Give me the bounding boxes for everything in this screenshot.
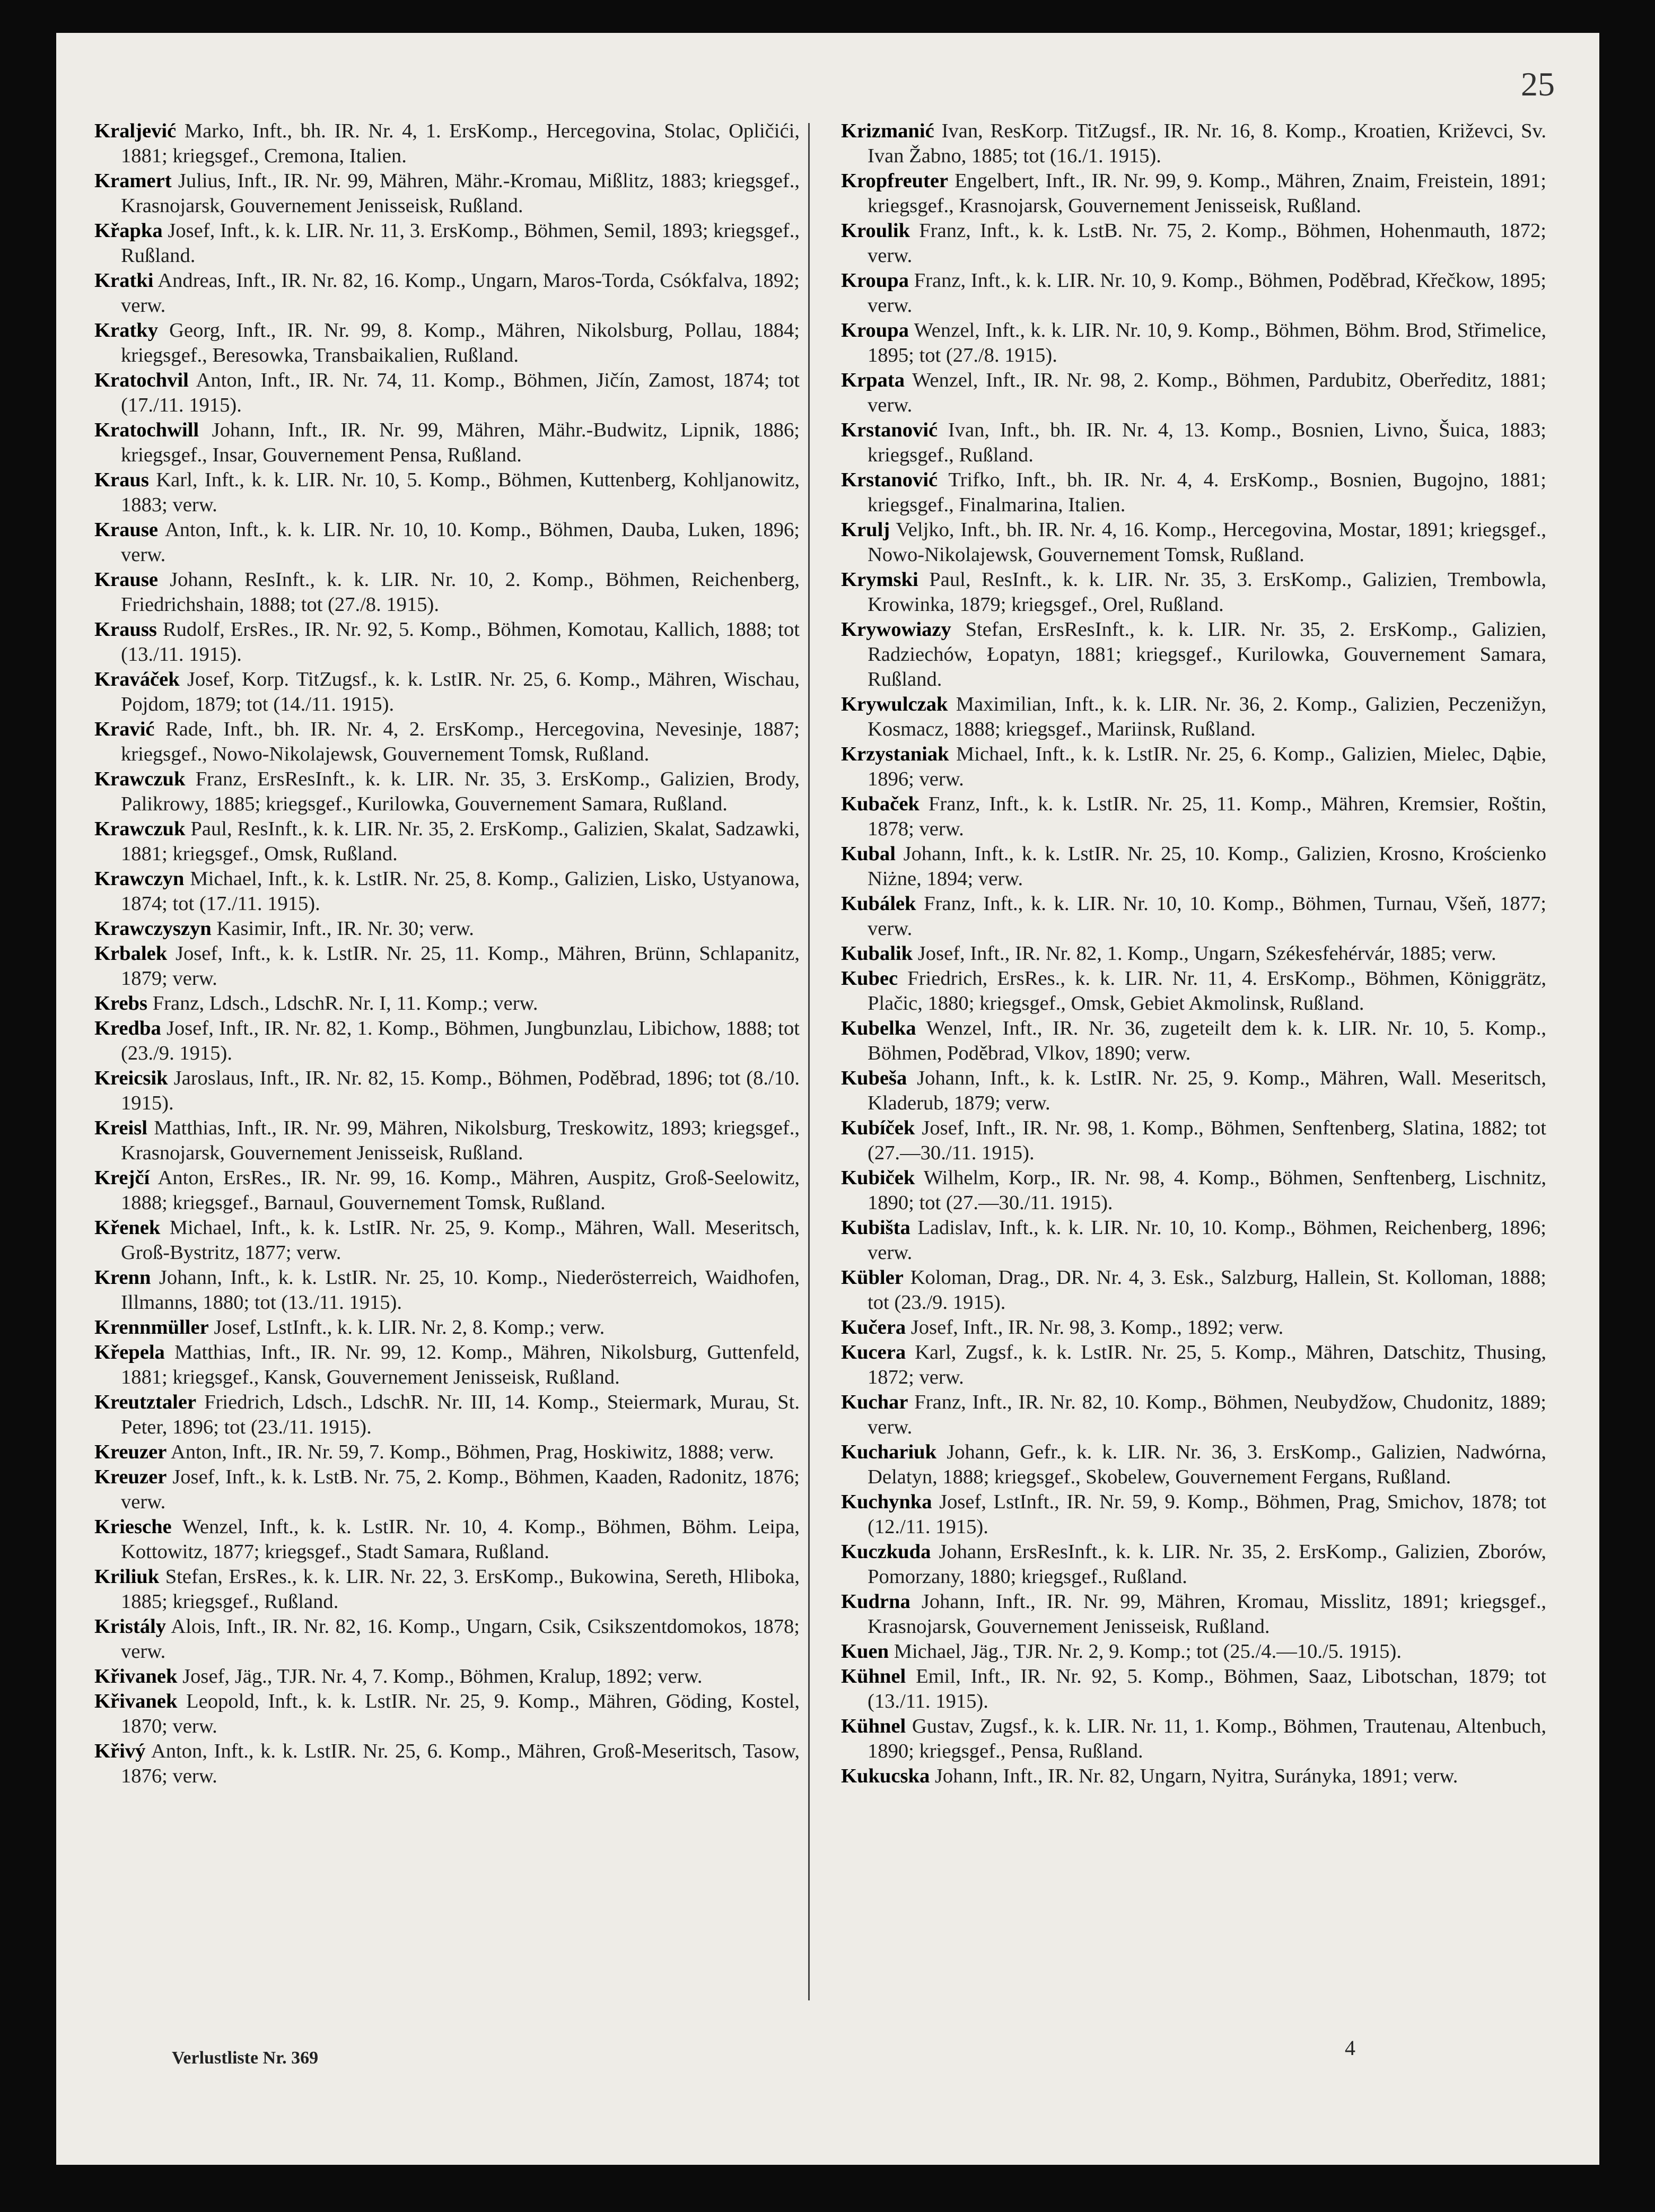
list-entry: [94, 468, 800, 518]
list-entry: [94, 1664, 800, 1689]
list-entry: [94, 1390, 800, 1440]
entry-details: Anton, Inft., IR. Nr. 59, 7. Komp., Böhmen, Prag, Hoskiwitz, 1888; verw.: [170, 1441, 774, 1463]
list-entry: [841, 1315, 1546, 1340]
entry-surname: Kubišta: [841, 1217, 910, 1239]
entry-details: Ivan, ResKorp. TitZugsf., IR. Nr. 16, 8. Komp., Kroatien, Križevci, Sv. Ivan Žabno, 1885; tot (16./1. 1915).: [868, 120, 1546, 167]
entry-details: Wenzel, Inft., k. k. LstIR. Nr. 10, 4. Komp., Böhmen, Böhm. Leipa, Kottowitz, 1877; kriegsgef., Stadt Samara, Rußland.: [121, 1516, 800, 1563]
list-entry: [94, 1465, 800, 1515]
entry-surname: Krbalek: [94, 942, 168, 965]
entry-surname: Krpata: [841, 369, 905, 391]
entry-details: Johann, ResInft., k. k. LIR. Nr. 10, 2. Komp., Böhmen, Reichenberg, Friedrichshain, 1888; tot (27./8. 1915).: [121, 569, 800, 616]
entry-details: Gustav, Zugsf., k. k. LIR. Nr. 11, 1. Komp., Böhmen, Trautenau, Altenbuch, 1890; kriegsgef., Pensa, Rußland.: [868, 1715, 1546, 1762]
entry-surname: Kropfreuter: [841, 170, 949, 192]
list-entry: [841, 1664, 1546, 1714]
entry-surname: Kroupa: [841, 319, 909, 342]
entry-details: Anton, Inft., IR. Nr. 74, 11. Komp., Böhmen, Jičín, Zamost, 1874; tot (17./11. 1915).: [121, 369, 800, 416]
list-entry: [94, 617, 800, 667]
entry-surname: Kratky: [94, 319, 159, 342]
entry-surname: Krzystaniak: [841, 743, 949, 765]
entry-details: Franz, Inft., k. k. LstB. Nr. 75, 2. Komp., Böhmen, Hohenmauth, 1872; verw.: [868, 220, 1546, 267]
entry-details: Josef, Inft., IR. Nr. 98, 1. Komp., Böhmen, Senftenberg, Slatina, 1882; tot (27.—30./11. 1915).: [868, 1117, 1546, 1164]
entry-surname: Kucera: [841, 1341, 906, 1363]
entry-details: Josef, Korp. TitZugsf., k. k. LstIR. Nr. 25, 6. Komp., Mähren, Wischau, Pojdom, 1879; tot (14./11. 1915).: [121, 668, 800, 715]
entry-surname: Krenn: [94, 1266, 151, 1289]
entry-details: Marko, Inft., bh. IR. Nr. 4, 1. ErsKomp., Hercegovina, Stolac, Opličići, 1881; kriegsgef., Cremona, Italien.: [121, 120, 800, 167]
entry-surname: Kredba: [94, 1017, 161, 1039]
entry-surname: Kraljević: [94, 120, 177, 142]
entry-details: Johann, Inft., k. k. LstIR. Nr. 25, 9. Komp., Mähren, Wall. Meseritsch, Kladerub, 1879; verw.: [868, 1067, 1546, 1114]
entry-details: Josef, LstInft., IR. Nr. 59, 9. Komp., Böhmen, Prag, Smichov, 1878; tot (12./11. 1915).: [868, 1491, 1546, 1538]
entry-details: Engelbert, Inft., IR. Nr. 99, 9. Komp., Mähren, Znaim, Freistein, 1891; kriegsgef., Krasnojarsk, Gouvernement Jenisseisk, Rußland.: [868, 170, 1546, 217]
entry-surname: Kraus: [94, 469, 149, 491]
entry-details: Kasimir, Inft., IR. Nr. 30; verw.: [216, 917, 474, 940]
entry-surname: Krennmüller: [94, 1316, 209, 1339]
entry-surname: Kriliuk: [94, 1566, 160, 1588]
entry-details: Paul, ResInft., k. k. LIR. Nr. 35, 3. ErsKomp., Galizien, Trembowla, Krowinka, 1879; kriegsgef., Orel, Rußland.: [868, 569, 1546, 616]
list-entry: [94, 1689, 800, 1739]
list-entry: [94, 1066, 800, 1116]
entry-details: Rade, Inft., bh. IR. Nr. 4, 2. ErsKomp., Hercegovina, Nevesinje, 1887; kriegsgef., Nowo-Nikolajewsk, Gouvernement Tomsk, Rußland.: [121, 718, 800, 765]
entry-details: Matthias, Inft., IR. Nr. 99, 12. Komp., Mähren, Nikolsburg, Guttenfeld, 1881; kriegsgef., Kansk, Gouvernement Jenisseisk, Rußland.: [121, 1341, 800, 1388]
entry-details: Josef, Inft., k. k. LstIR. Nr. 25, 11. Komp., Mähren, Brünn, Schlapanitz, 1879; verw.: [121, 942, 800, 990]
list-entry: [841, 941, 1546, 966]
entry-details: Franz, Inft., IR. Nr. 82, 10. Komp., Böhmen, Neubydžow, Chudonitz, 1889; verw.: [868, 1391, 1546, 1438]
entry-surname: Kubal: [841, 843, 896, 865]
entry-surname: Krizmanić: [841, 120, 934, 142]
entry-details: Michael, Jäg., TJR. Nr. 2, 9. Komp.; tot (25./4.—10./5. 1915).: [894, 1640, 1402, 1663]
entry-surname: Kratki: [94, 269, 154, 292]
list-entry: [94, 667, 800, 717]
entry-details: Josef, Inft., IR. Nr. 98, 3. Komp., 1892; verw.: [910, 1316, 1284, 1339]
list-entry: [94, 1216, 800, 1265]
entry-details: Josef, LstInft., k. k. LIR. Nr. 2, 8. Komp.; verw.: [214, 1316, 605, 1339]
list-entry: [94, 318, 800, 368]
list-entry: [841, 1764, 1546, 1789]
entry-surname: Kubelka: [841, 1017, 916, 1039]
list-entry: [841, 1714, 1546, 1764]
entry-surname: Křenek: [94, 1217, 161, 1239]
list-entry: [841, 792, 1546, 842]
list-entry: [841, 1340, 1546, 1390]
list-entry: [94, 1116, 800, 1166]
entry-surname: Krywulczak: [841, 693, 948, 715]
list-entry: [94, 268, 800, 318]
list-entry: [841, 567, 1546, 617]
entry-details: Michael, Inft., k. k. LstIR. Nr. 25, 8. Komp., Galizien, Lisko, Ustyanowa, 1874; tot (17./11. 1915).: [121, 868, 800, 915]
entry-details: Josef, Inft., k. k. LstB. Nr. 75, 2. Komp., Böhmen, Kaaden, Radonitz, 1876; verw.: [121, 1466, 800, 1513]
list-entry: [841, 468, 1546, 518]
list-entry: [94, 1166, 800, 1216]
entry-surname: Kreicsik: [94, 1067, 168, 1089]
list-entry: [841, 891, 1546, 941]
entry-surname: Kübler: [841, 1266, 904, 1289]
list-entry: [94, 567, 800, 617]
entry-details: Franz, Inft., k. k. LIR. Nr. 10, 10. Komp., Böhmen, Turnau, Všeň, 1877; verw.: [868, 893, 1546, 940]
entry-surname: Křivý: [94, 1740, 146, 1762]
list-entry: [94, 119, 800, 169]
entry-surname: Kühnel: [841, 1715, 906, 1737]
entry-surname: Kubaček: [841, 793, 920, 815]
entry-details: Johann, Inft., IR. Nr. 99, Mähren, Kromau, Misslitz, 1891; kriegsgef., Krasnojarsk, Gouvernement Jenisseisk, Rußland.: [868, 1590, 1546, 1638]
entry-details: Ladislav, Inft., k. k. LIR. Nr. 10, 10. Komp., Böhmen, Reichenberg, 1896; verw.: [868, 1217, 1546, 1264]
list-entry: [94, 1614, 800, 1664]
entry-surname: Kroulik: [841, 220, 910, 242]
list-entry: [841, 518, 1546, 567]
footer-signature: 4: [1345, 2036, 1355, 2060]
list-entry: [841, 966, 1546, 1016]
entry-surname: Kubec: [841, 967, 898, 990]
list-entry: [841, 418, 1546, 468]
entry-surname: Kučera: [841, 1316, 906, 1339]
list-entry: [94, 1340, 800, 1390]
entry-details: Koloman, Drag., DR. Nr. 4, 3. Esk., Salzburg, Hallein, St. Kolloman, 1888; tot (23./9. 1915).: [868, 1266, 1546, 1314]
entry-details: Michael, Inft., k. k. LstIR. Nr. 25, 6. Komp., Galizien, Mielec, Dąbie, 1896; verw.: [868, 743, 1546, 790]
entry-details: Michael, Inft., k. k. LstIR. Nr. 25, 9. Komp., Mähren, Wall. Meseritsch, Groß-Bystritz, 1877; verw.: [121, 1217, 800, 1264]
entry-details: Emil, Inft., IR. Nr. 92, 5. Komp., Böhmen, Saaz, Libotschan, 1879; tot (13./11. 1915).: [868, 1665, 1546, 1712]
entry-details: Rudolf, ErsRes., IR. Nr. 92, 5. Komp., Böhmen, Komotau, Kallich, 1888; tot (13./11. 1915).: [121, 618, 800, 666]
left-column: [94, 119, 800, 1789]
entry-surname: Krawczuk: [94, 768, 186, 790]
entry-details: Johann, ErsResInft., k. k. LIR. Nr. 35, 2. ErsKomp., Galizien, Zborów, Pomorzany, 1880; kriegsgef., Rußland.: [868, 1541, 1546, 1588]
entry-surname: Kukucska: [841, 1765, 930, 1787]
entry-surname: Kristály: [94, 1615, 167, 1638]
entry-details: Stefan, ErsResInft., k. k. LIR. Nr. 35, 2. ErsKomp., Galizien, Radziechów, Łopatyn, 1881; kriegsgef., Kurilowka, Gouvernement Samara, Rußland.: [868, 618, 1546, 690]
list-entry: [841, 842, 1546, 891]
entry-details: Josef, Inft., IR. Nr. 82, 1. Komp., Böhmen, Jungbunzlau, Libichow, 1888; tot (23./9. 1915).: [121, 1017, 800, 1064]
list-entry: [94, 418, 800, 468]
entry-surname: Kuchynka: [841, 1491, 932, 1513]
entry-surname: Křapka: [94, 220, 163, 242]
entry-surname: Kühnel: [841, 1665, 906, 1688]
list-entry: [841, 1440, 1546, 1490]
entry-surname: Kuen: [841, 1640, 889, 1663]
entry-details: Johann, Inft., k. k. LstIR. Nr. 25, 10. Komp., Galizien, Krosno, Krościenko Niżne, 1894; verw.: [868, 843, 1546, 890]
entry-details: Julius, Inft., IR. Nr. 99, Mähren, Mähr.-Kromau, Mißlitz, 1883; kriegsgef., Krasnojarsk, Gouvernement Jenisseisk, Rußland.: [121, 170, 800, 217]
entry-surname: Krause: [94, 519, 159, 541]
entry-surname: Krstanović: [841, 469, 938, 491]
list-entry: [94, 1265, 800, 1315]
entry-details: Georg, Inft., IR. Nr. 99, 8. Komp., Mähren, Nikolsburg, Pollau, 1884; kriegsgef., Beresowka, Transbaikalien, Rußland.: [121, 319, 800, 366]
entry-surname: Křepela: [94, 1341, 165, 1363]
entry-surname: Kreutztaler: [94, 1391, 197, 1413]
entry-details: Wenzel, Inft., k. k. LIR. Nr. 10, 9. Komp., Böhmen, Böhm. Brod, Střimelice, 1895; tot (27./8. 1915).: [868, 319, 1546, 366]
entry-surname: Krebs: [94, 992, 148, 1015]
list-entry: [841, 742, 1546, 792]
list-entry: [841, 692, 1546, 742]
list-entry: [841, 1216, 1546, 1265]
entry-details: Trifko, Inft., bh. IR. Nr. 4, 4. ErsKomp., Bosnien, Bugojno, 1881; kriegsgef., Finalmarina, Italien.: [868, 469, 1547, 516]
entry-surname: Kubeša: [841, 1067, 907, 1089]
list-entry: [841, 1265, 1546, 1315]
entry-details: Josef, Inft., k. k. LIR. Nr. 11, 3. ErsKomp., Böhmen, Semil, 1893; kriegsgef., Rußland.: [121, 220, 800, 267]
list-entry: [94, 169, 800, 218]
entry-surname: Kreisl: [94, 1117, 148, 1139]
entry-surname: Kuchar: [841, 1391, 908, 1413]
entry-details: Anton, ErsRes., IR. Nr. 99, 16. Komp., Mähren, Auspitz, Groß-Seelowitz, 1888; kriegsgef., Barnaul, Gouvernement Tomsk, Rußland.: [121, 1167, 800, 1214]
entry-surname: Krawczyn: [94, 868, 185, 890]
entry-details: Johann, Gefr., k. k. LIR. Nr. 36, 3. ErsKomp., Galizien, Nadwórna, Delatyn, 1888; kriegsgef., Skobelew, Gouvernement Fergans, Rußland.: [868, 1441, 1546, 1488]
list-entry: [841, 318, 1546, 368]
entry-details: Andreas, Inft., IR. Nr. 82, 16. Komp., Ungarn, Maros-Torda, Csókfalva, 1892; verw.: [121, 269, 800, 317]
entry-surname: Kubíček: [841, 1117, 915, 1139]
list-entry: [94, 767, 800, 817]
entry-surname: Kubálek: [841, 893, 916, 915]
entry-details: Franz, ErsResInft., k. k. LIR. Nr. 35, 3. ErsKomp., Galizien, Brody, Palikrowy, 1885; kriegsgef., Kurilowka, Gouvernement Samara, Rußland.: [121, 768, 800, 815]
list-entry: [841, 1490, 1546, 1540]
entry-details: Josef, Inft., IR. Nr. 82, 1. Komp., Ungarn, Székesfehérvár, 1885; verw.: [917, 942, 1496, 965]
entry-surname: Krulj: [841, 519, 890, 541]
entry-details: Anton, Inft., k. k. LstIR. Nr. 25, 6. Komp., Mähren, Groß-Meseritsch, Tasow, 1876; verw.: [121, 1740, 800, 1787]
list-entry: [841, 368, 1546, 418]
entry-details: Karl, Inft., k. k. LIR. Nr. 10, 5. Komp., Böhmen, Kuttenberg, Kohljanowitz, 1883; verw.: [121, 469, 800, 516]
list-entry: [94, 1016, 800, 1066]
entry-surname: Kubalik: [841, 942, 913, 965]
list-entry: [94, 916, 800, 941]
entry-surname: Kratochvil: [94, 369, 189, 391]
column-divider: [808, 123, 810, 2000]
entry-surname: Krawczuk: [94, 818, 186, 840]
entry-surname: Kudrna: [841, 1590, 910, 1613]
entry-surname: Kramert: [94, 170, 172, 192]
list-entry: [841, 169, 1546, 218]
entry-details: Alois, Inft., IR. Nr. 82, 16. Komp., Ungarn, Csik, Csikszentdomokos, 1878; verw.: [121, 1615, 800, 1663]
list-entry: [841, 1390, 1546, 1440]
list-entry: [841, 1639, 1546, 1664]
entry-surname: Kriesche: [94, 1516, 172, 1538]
list-entry: [841, 218, 1546, 268]
entry-details: Anton, Inft., k. k. LIR. Nr. 10, 10. Komp., Böhmen, Dauba, Luken, 1896; verw.: [121, 519, 800, 566]
entry-surname: Krauss: [94, 618, 157, 641]
entry-details: Paul, ResInft., k. k. LIR. Nr. 35, 2. ErsKomp., Galizien, Skalat, Sadzawki, 1881; kriegsgef., Omsk, Rußland.: [121, 818, 800, 865]
entry-surname: Křivanek: [94, 1690, 178, 1712]
right-column: [841, 119, 1546, 1789]
entry-surname: Kreuzer: [94, 1466, 167, 1488]
footer-list-title: Verlustliste Nr. 369: [172, 2048, 319, 2068]
list-entry: [94, 867, 800, 916]
entry-surname: Křivanek: [94, 1665, 178, 1688]
entry-details: Johann, Inft., k. k. LstIR. Nr. 25, 10. Komp., Niederösterreich, Waidhofen, Illmanns, 1880; tot (13./11. 1915).: [121, 1266, 800, 1314]
entry-details: Johann, Inft., IR. Nr. 99, Mähren, Mähr.-Budwitz, Lipnik, 1886; kriegsgef., Insar, Gouvernement Pensa, Rußland.: [121, 419, 800, 466]
entry-surname: Kubiček: [841, 1167, 915, 1189]
entry-details: Franz, Inft., k. k. LIR. Nr. 10, 9. Komp., Böhmen, Poděbrad, Křečkow, 1895; verw.: [868, 269, 1546, 317]
entry-details: Jaroslaus, Inft., IR. Nr. 82, 15. Komp., Böhmen, Poděbrad, 1896; tot (8./10. 1915).: [121, 1067, 800, 1114]
entry-details: Stefan, ErsRes., k. k. LIR. Nr. 22, 3. ErsKomp., Bukowina, Sereth, Hliboka, 1885; kriegsgef., Rußland.: [121, 1566, 800, 1613]
entry-surname: Krause: [94, 569, 159, 591]
entry-details: Maximilian, Inft., k. k. LIR. Nr. 36, 2. Komp., Galizien, Peczenižyn, Kosmacz, 1888; kriegsgef., Mariinsk, Rußland.: [868, 693, 1546, 740]
list-entry: [94, 717, 800, 767]
entry-details: Wenzel, Inft., IR. Nr. 98, 2. Komp., Böhmen, Pardubitz, Oberředitz, 1881; verw.: [868, 369, 1547, 416]
entry-surname: Kuczkuda: [841, 1541, 931, 1563]
entry-surname: Kuchariuk: [841, 1441, 937, 1463]
list-entry: [841, 1540, 1546, 1589]
entry-surname: Kreuzer: [94, 1441, 167, 1463]
list-entry: [94, 368, 800, 418]
entry-surname: Kroupa: [841, 269, 909, 292]
entry-details: Wenzel, Inft., IR. Nr. 36, zugeteilt dem k. k. LIR. Nr. 10, 5. Komp., Böhmen, Poděbrad, Vlkov, 1890; verw.: [868, 1017, 1546, 1064]
entry-details: Ivan, Inft., bh. IR. Nr. 4, 13. Komp., Bosnien, Livno, Šuica, 1883; kriegsgef., Rußland.: [868, 419, 1546, 466]
list-entry: [94, 941, 800, 991]
entry-details: Johann, Inft., IR. Nr. 82, Ungarn, Nyitra, Surányka, 1891; verw.: [934, 1765, 1458, 1787]
list-entry: [94, 1440, 800, 1465]
entry-surname: Kraváček: [94, 668, 180, 690]
entry-details: Leopold, Inft., k. k. LstIR. Nr. 25, 9. Komp., Mähren, Göding, Kostel, 1870; verw.: [121, 1690, 800, 1737]
page-number: 25: [1521, 65, 1555, 103]
list-entry: [841, 1589, 1546, 1639]
entry-surname: Krejčí: [94, 1167, 150, 1189]
list-entry: [94, 817, 800, 867]
entry-details: Josef, Jäg., TJR. Nr. 4, 7. Komp., Böhmen, Kralup, 1892; verw.: [182, 1665, 703, 1688]
entry-details: Matthias, Inft., IR. Nr. 99, Mähren, Nikolsburg, Treskowitz, 1893; kriegsgef., Krasnojarsk, Gouvernement Jenisseisk, Rußland.: [121, 1117, 800, 1164]
entry-surname: Kratochwill: [94, 419, 199, 441]
list-entry: [841, 617, 1546, 692]
entry-details: Friedrich, Ldsch., LdschR. Nr. III, 14. Komp., Steiermark, Murau, St. Peter, 1896; tot (23./11. 1915).: [121, 1391, 800, 1438]
entry-details: Franz, Ldsch., LdschR. Nr. I, 11. Komp.; verw.: [152, 992, 538, 1015]
entry-details: Karl, Zugsf., k. k. LstIR. Nr. 25, 5. Komp., Mähren, Datschitz, Thusing, 1872; verw.: [868, 1341, 1546, 1388]
page-sheet: [56, 33, 1599, 2165]
list-entry: [841, 1066, 1546, 1116]
list-entry: [94, 991, 800, 1016]
entry-details: Veljko, Inft., bh. IR. Nr. 4, 16. Komp., Hercegovina, Mostar, 1891; kriegsgef., Nowo-Nikolajewsk, Gouvernement Tomsk, Rußland.: [868, 519, 1547, 566]
entry-surname: Krawczyszyn: [94, 917, 212, 940]
list-entry: [94, 1315, 800, 1340]
entry-details: Franz, Inft., k. k. LstIR. Nr. 25, 11. Komp., Mähren, Kremsier, Roštin, 1878; verw.: [868, 793, 1546, 840]
entry-details: Friedrich, ErsRes., k. k. LIR. Nr. 11, 4. ErsKomp., Böhmen, Königgrätz, Plačic, 1880; kriegsgef., Omsk, Gebiet Akmolinsk, Rußland.: [868, 967, 1546, 1015]
entry-surname: Krstanović: [841, 419, 938, 441]
list-entry: [94, 1515, 800, 1564]
entry-details: Wilhelm, Korp., IR. Nr. 98, 4. Komp., Böhmen, Senftenberg, Lischnitz, 1890; tot (27.—30./11. 1915).: [868, 1167, 1546, 1214]
list-entry: [94, 518, 800, 567]
list-entry: [94, 1564, 800, 1614]
entry-surname: Kravić: [94, 718, 155, 740]
list-entry: [94, 1739, 800, 1789]
list-entry: [841, 1016, 1546, 1066]
entry-surname: Krymski: [841, 569, 918, 591]
list-entry: [841, 1116, 1546, 1166]
list-entry: [94, 218, 800, 268]
list-entry: [841, 1166, 1546, 1216]
list-entry: [841, 268, 1546, 318]
list-entry: [841, 119, 1546, 169]
entry-surname: Krywowiazy: [841, 618, 951, 641]
